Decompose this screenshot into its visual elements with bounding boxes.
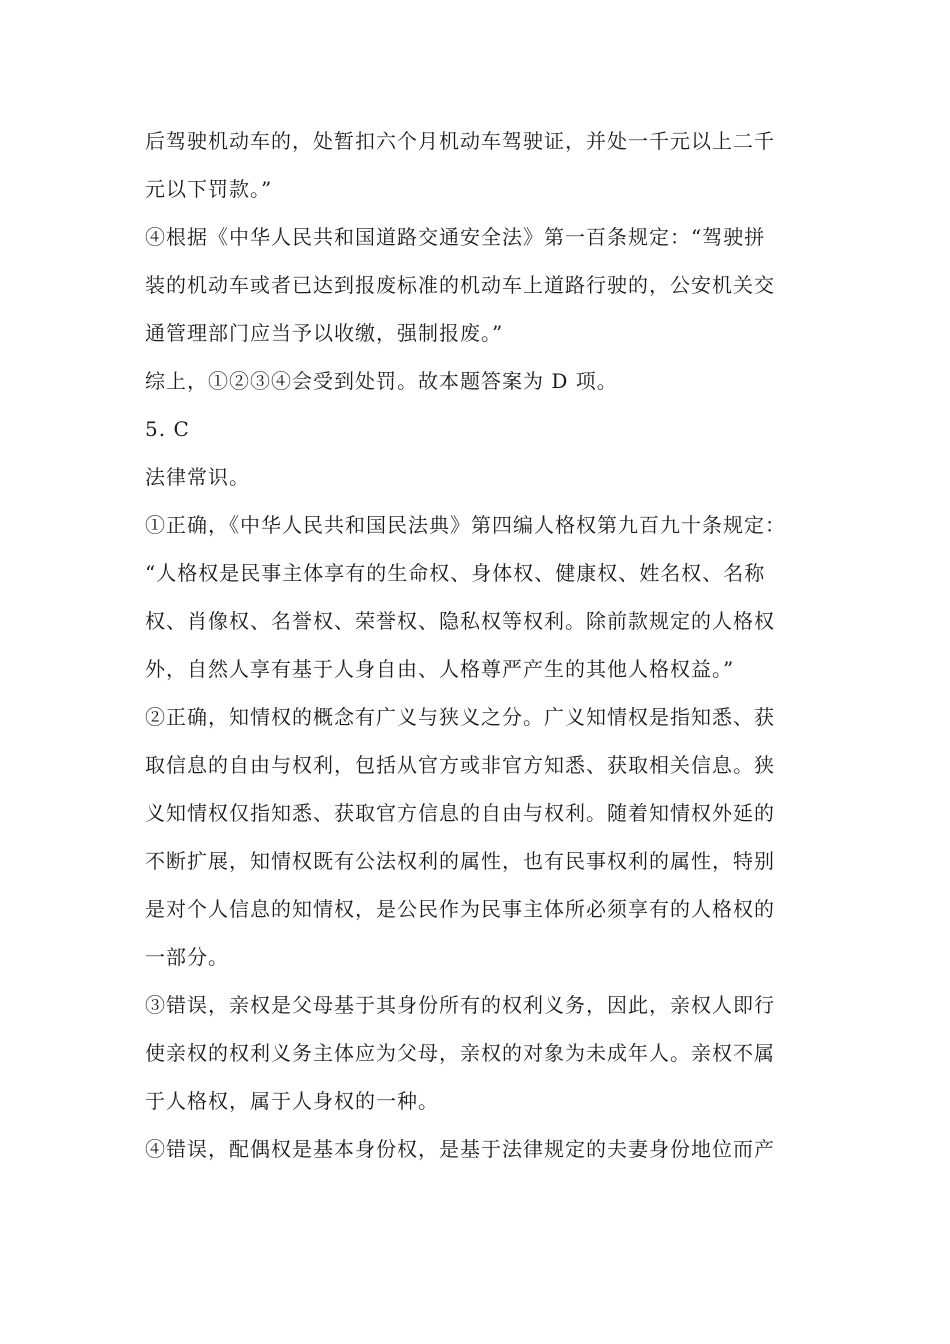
text-line: ④错误，配偶权是基本身份权，是基于法律规定的夫妻身份地位而产 xyxy=(145,1137,775,1161)
text-line: 装的机动车或者已达到报废标准的机动车上道路行驶的，公安机关交 xyxy=(145,273,775,297)
text-line: 外，自然人享有基于人身自由、人格尊严产生的其他人格权益。” xyxy=(145,657,735,681)
text-line: “人格权是民事主体享有的生命权、身体权、健康权、姓名权、名称 xyxy=(145,561,766,585)
text-line: 通管理部门应当予以收缴，强制报废。” xyxy=(145,321,504,345)
text-line: 元以下罚款。” xyxy=(145,177,273,201)
text-line: 于人格权，属于人身权的一种。 xyxy=(145,1089,439,1113)
text-line: 取信息的自由与权利，包括从官方或非官方知悉、获取相关信息。狭 xyxy=(145,753,775,777)
text-line: 权、肖像权、名誉权、荣誉权、隐私权等权利。除前款规定的人格权 xyxy=(145,609,775,633)
text-line: ①正确，《中华人民共和国民法典》第四编人格权第九百九十条规定： xyxy=(145,513,786,537)
text-line: 不断扩展，知情权既有公法权利的属性，也有民事权利的属性，特别 xyxy=(145,849,775,873)
text-line: 使亲权的权利义务主体应为父母，亲权的对象为未成年人。亲权不属 xyxy=(145,1041,775,1065)
text-line: 法律常识。 xyxy=(145,465,250,489)
text-line: 一部分。 xyxy=(145,945,229,969)
text-line: 后驾驶机动车的，处暂扣六个月机动车驾驶证，并处一千元以上二千 xyxy=(145,129,775,153)
text-line: ②正确，知情权的概念有广义与狭义之分。广义知情权是指知悉、获 xyxy=(145,705,775,729)
text-line: ③错误，亲权是父母基于其身份所有的权利义务，因此，亲权人即行 xyxy=(145,993,775,1017)
document-body xyxy=(145,117,815,1173)
text-line: 综上，①②③④会受到处罚。故本题答案为 D 项。 xyxy=(145,369,618,393)
text-line: 是对个人信息的知情权，是公民作为民事主体所必须享有的人格权的 xyxy=(145,897,775,921)
text-line: 义知情权仅指知悉、获取官方信息的自由与权利。随着知情权外延的 xyxy=(145,801,775,825)
text-line: ④根据《中华人民共和国道路交通安全法》第一百条规定：“驾驶拼 xyxy=(145,225,766,249)
answer-heading: 5. C xyxy=(145,417,190,441)
